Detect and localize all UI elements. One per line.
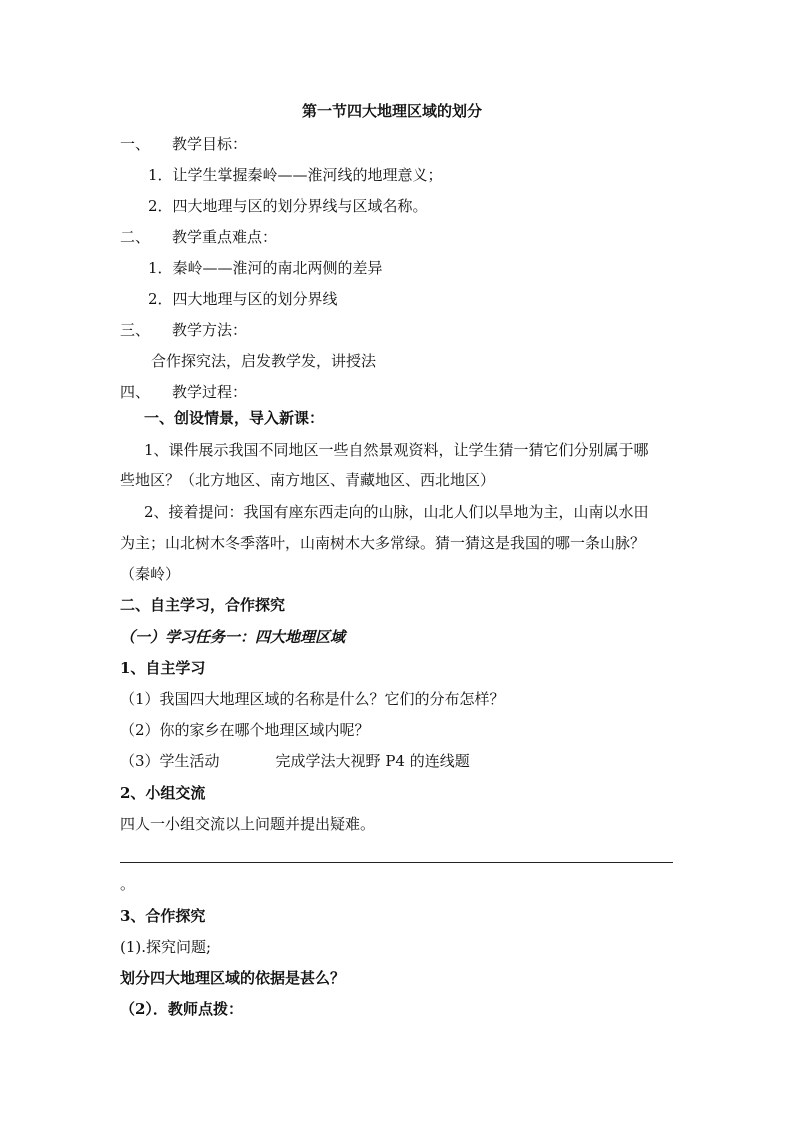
- task-1-heading: （一）学习任务一：四大地理区域: [120, 628, 346, 646]
- explore-item-2: （2）．教师点拨：: [120, 1000, 243, 1018]
- part-1-heading: 一、创设情景，导入新课：: [144, 409, 325, 427]
- paragraph-2-line-3: （秦岭）: [120, 565, 181, 583]
- explore-item-1: (1).探究问题;: [120, 938, 212, 956]
- paragraph-1-line-2: 些地区？（北方地区、南方地区、青藏地区、西北地区）: [120, 471, 496, 489]
- question-3-label: （3）学生活动: [120, 752, 220, 770]
- keypoint-item-1: 1．秦岭——淮河的南北两侧的差异: [148, 259, 383, 277]
- section-4-label: 教学过程：: [172, 383, 248, 401]
- paragraph-2-line-1: 2、接着提问：我国有座东西走向的山脉，山北人们以旱地为主，山南以水田: [144, 503, 649, 521]
- section-3-heading: [120, 320, 247, 340]
- question-3: [120, 751, 470, 771]
- document-title: 第一节四大地理区域的划分: [302, 102, 483, 120]
- question-1: （1）我国四大地理区域的名称是什么？它们的分布怎样？: [120, 690, 505, 708]
- section-2-heading: [120, 227, 277, 247]
- question-3-text: 完成学法大视野 P4 的连线题: [275, 752, 470, 770]
- section-1-label: 教学目标：: [172, 135, 248, 153]
- objective-item-1: 1．让学生掌握秦岭——淮河线的地理意义；: [148, 166, 443, 184]
- section-3-label: 教学方法：: [172, 321, 248, 339]
- methods-text: 合作探究法，启发教学发，讲授法: [151, 352, 377, 370]
- subsection-3-heading: 3、合作探究: [120, 907, 206, 925]
- section-4-heading: [120, 382, 247, 402]
- section-3-number: 三、: [120, 321, 151, 339]
- explore-question: 划分四大地理区域的依据是甚么？: [120, 969, 346, 987]
- objective-item-2: 2．四大地理与区的划分界线与区域名称。: [148, 197, 428, 215]
- subsection-1-heading: 1、自主学习: [120, 659, 206, 677]
- question-2: （2）你的家乡在哪个地理区域内呢？: [120, 721, 370, 739]
- answer-blank-line: [120, 862, 673, 863]
- keypoint-item-2: 2．四大地理与区的划分界线: [148, 290, 338, 308]
- section-2-number: 二、: [120, 228, 151, 246]
- blank-line-period: 。: [120, 875, 136, 893]
- section-1-heading: [120, 134, 247, 154]
- paragraph-1-line-1: 1、课件展示我国不同地区一些自然景观资料，让学生猜一猜它们分别属于哪: [144, 441, 649, 459]
- subsection-2-text: 四人一小组交流以上问题并提出疑难。: [120, 815, 376, 833]
- section-1-number: 一、: [120, 135, 151, 153]
- subsection-2-heading: 2、小组交流: [120, 784, 206, 802]
- section-4-number: 四、: [120, 383, 151, 401]
- section-2-label: 教学重点难点：: [172, 228, 278, 246]
- part-2-heading: 二、自主学习，合作探究: [120, 596, 286, 614]
- paragraph-2-line-2: 为主；山北树木冬季落叶，山南树木大多常绿。猜一猜这是我国的哪一条山脉？: [120, 534, 646, 552]
